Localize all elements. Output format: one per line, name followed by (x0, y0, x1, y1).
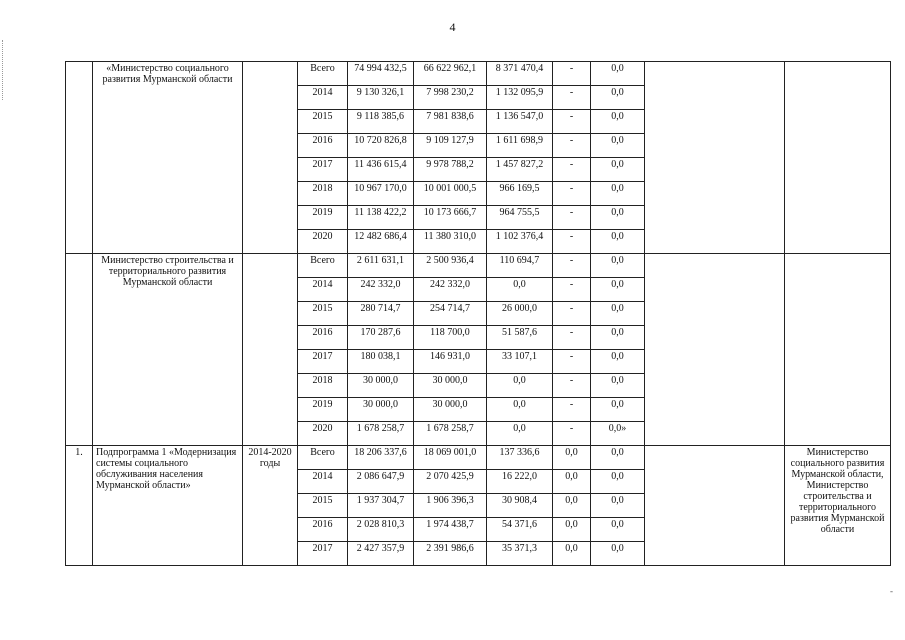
local-budget-cell: 0,0 (553, 470, 591, 494)
regional-budget-cell: 11 380 310,0 (414, 230, 487, 254)
regional-budget-cell: 118 700,0 (414, 326, 487, 350)
local-budget-cell: - (553, 182, 591, 206)
other-sources-cell: 0,0 (591, 398, 645, 422)
year-cell: 2019 (298, 206, 348, 230)
total-cell: 1 678 258,7 (348, 422, 414, 446)
scan-edge-mark (2, 40, 5, 100)
section-number: 1. (66, 446, 93, 566)
total-cell: 2 611 631,1 (348, 254, 414, 278)
table-body (66, 62, 891, 566)
section-name: Министерство строительства и территориального развития Мурманской области (93, 254, 243, 446)
year-cell: 2015 (298, 494, 348, 518)
federal-budget-cell: 966 169,5 (487, 182, 553, 206)
total-cell: 30 000,0 (348, 398, 414, 422)
section-name: «Министерство социального развития Мурманской области (93, 62, 243, 254)
federal-budget-cell: 1 136 547,0 (487, 110, 553, 134)
year-cell: 2015 (298, 110, 348, 134)
year-cell: 2018 (298, 374, 348, 398)
year-cell: 2018 (298, 182, 348, 206)
regional-budget-cell: 1 906 396,3 (414, 494, 487, 518)
year-cell: 2014 (298, 86, 348, 110)
table-row (66, 446, 891, 470)
federal-budget-cell: 110 694,7 (487, 254, 553, 278)
local-budget-cell: - (553, 62, 591, 86)
local-budget-cell: 0,0 (553, 542, 591, 566)
other-sources-cell: 0,0 (591, 326, 645, 350)
other-sources-cell: 0,0 (591, 254, 645, 278)
year-cell: 2016 (298, 326, 348, 350)
federal-budget-cell: 54 371,6 (487, 518, 553, 542)
local-budget-cell: - (553, 158, 591, 182)
local-budget-cell: 0,0 (553, 446, 591, 470)
total-cell: 242 332,0 (348, 278, 414, 302)
regional-budget-cell: 10 001 000,5 (414, 182, 487, 206)
executor-cell: Министерство социального развития Мурманской области, Министерство строительства и территориального развития Мурманской области (785, 446, 891, 566)
federal-budget-cell: 0,0 (487, 398, 553, 422)
total-cell: 2 086 647,9 (348, 470, 414, 494)
other-sources-cell: 0,0 (591, 230, 645, 254)
other-sources-cell: 0,0 (591, 110, 645, 134)
year-cell: 2017 (298, 158, 348, 182)
year-cell: 2017 (298, 542, 348, 566)
other-sources-cell: 0,0 (591, 206, 645, 230)
section-period (243, 254, 298, 446)
local-budget-cell: - (553, 86, 591, 110)
regional-budget-cell: 2 391 986,6 (414, 542, 487, 566)
regional-budget-cell: 146 931,0 (414, 350, 487, 374)
federal-budget-cell: 1 611 698,9 (487, 134, 553, 158)
federal-budget-cell: 35 371,3 (487, 542, 553, 566)
year-cell: 2019 (298, 398, 348, 422)
section-period: 2014-2020 годы (243, 446, 298, 566)
federal-budget-cell: 8 371 470,4 (487, 62, 553, 86)
regional-budget-cell: 1 678 258,7 (414, 422, 487, 446)
total-cell: 9 118 385,6 (348, 110, 414, 134)
section-number (66, 62, 93, 254)
year-cell: Всего (298, 446, 348, 470)
indicator-cell (645, 446, 785, 566)
total-cell: 1 937 304,7 (348, 494, 414, 518)
federal-budget-cell: 30 908,4 (487, 494, 553, 518)
total-cell: 18 206 337,6 (348, 446, 414, 470)
other-sources-cell: 0,0 (591, 542, 645, 566)
federal-budget-cell: 1 132 095,9 (487, 86, 553, 110)
year-cell: 2020 (298, 422, 348, 446)
local-budget-cell: 0,0 (553, 494, 591, 518)
regional-budget-cell: 10 173 666,7 (414, 206, 487, 230)
year-cell: 2016 (298, 518, 348, 542)
local-budget-cell: - (553, 350, 591, 374)
local-budget-cell: - (553, 302, 591, 326)
other-sources-cell: 0,0» (591, 422, 645, 446)
section-name: Подпрограмма 1 «Модернизация системы социального обслуживания населения Мурманской области» (93, 446, 243, 566)
regional-budget-cell: 7 981 838,6 (414, 110, 487, 134)
other-sources-cell: 0,0 (591, 278, 645, 302)
regional-budget-cell: 30 000,0 (414, 398, 487, 422)
section-period (243, 62, 298, 254)
regional-budget-cell: 1 974 438,7 (414, 518, 487, 542)
regional-budget-cell: 7 998 230,2 (414, 86, 487, 110)
other-sources-cell: 0,0 (591, 86, 645, 110)
federal-budget-cell: 0,0 (487, 374, 553, 398)
regional-budget-cell: 2 500 936,4 (414, 254, 487, 278)
executor-cell (785, 62, 891, 254)
local-budget-cell: - (553, 206, 591, 230)
federal-budget-cell: 51 587,6 (487, 326, 553, 350)
total-cell: 11 436 615,4 (348, 158, 414, 182)
federal-budget-cell: 0,0 (487, 278, 553, 302)
regional-budget-cell: 254 714,7 (414, 302, 487, 326)
total-cell: 2 427 357,9 (348, 542, 414, 566)
other-sources-cell: 0,0 (591, 302, 645, 326)
local-budget-cell: - (553, 374, 591, 398)
other-sources-cell: 0,0 (591, 62, 645, 86)
federal-budget-cell: 137 336,6 (487, 446, 553, 470)
federal-budget-cell: 964 755,5 (487, 206, 553, 230)
financing-table (65, 61, 891, 566)
total-cell: 74 994 432,5 (348, 62, 414, 86)
regional-budget-cell: 66 622 962,1 (414, 62, 487, 86)
total-cell: 180 038,1 (348, 350, 414, 374)
year-cell: Всего (298, 254, 348, 278)
regional-budget-cell: 18 069 001,0 (414, 446, 487, 470)
other-sources-cell: 0,0 (591, 374, 645, 398)
local-budget-cell: - (553, 278, 591, 302)
regional-budget-cell: 2 070 425,9 (414, 470, 487, 494)
year-cell: Всего (298, 62, 348, 86)
other-sources-cell: 0,0 (591, 158, 645, 182)
other-sources-cell: 0,0 (591, 134, 645, 158)
other-sources-cell: 0,0 (591, 446, 645, 470)
indicator-cell (645, 254, 785, 446)
scan-corner-mark: - (890, 586, 893, 596)
regional-budget-cell: 30 000,0 (414, 374, 487, 398)
regional-budget-cell: 242 332,0 (414, 278, 487, 302)
local-budget-cell: - (553, 398, 591, 422)
local-budget-cell: - (553, 422, 591, 446)
total-cell: 12 482 686,4 (348, 230, 414, 254)
total-cell: 10 720 826,8 (348, 134, 414, 158)
regional-budget-cell: 9 978 788,2 (414, 158, 487, 182)
other-sources-cell: 0,0 (591, 470, 645, 494)
other-sources-cell: 0,0 (591, 494, 645, 518)
indicator-cell (645, 62, 785, 254)
total-cell: 30 000,0 (348, 374, 414, 398)
federal-budget-cell: 1 457 827,2 (487, 158, 553, 182)
other-sources-cell: 0,0 (591, 518, 645, 542)
year-cell: 2015 (298, 302, 348, 326)
regional-budget-cell: 9 109 127,9 (414, 134, 487, 158)
local-budget-cell: - (553, 110, 591, 134)
local-budget-cell: - (553, 254, 591, 278)
total-cell: 9 130 326,1 (348, 86, 414, 110)
other-sources-cell: 0,0 (591, 182, 645, 206)
federal-budget-cell: 0,0 (487, 422, 553, 446)
federal-budget-cell: 1 102 376,4 (487, 230, 553, 254)
page-number: 4 (449, 20, 456, 34)
year-cell: 2017 (298, 350, 348, 374)
year-cell: 2020 (298, 230, 348, 254)
table-row (66, 62, 891, 86)
federal-budget-cell: 33 107,1 (487, 350, 553, 374)
total-cell: 2 028 810,3 (348, 518, 414, 542)
total-cell: 170 287,6 (348, 326, 414, 350)
federal-budget-cell: 26 000,0 (487, 302, 553, 326)
local-budget-cell: - (553, 326, 591, 350)
federal-budget-cell: 16 222,0 (487, 470, 553, 494)
section-number (66, 254, 93, 446)
total-cell: 10 967 170,0 (348, 182, 414, 206)
year-cell: 2014 (298, 278, 348, 302)
local-budget-cell: - (553, 230, 591, 254)
year-cell: 2014 (298, 470, 348, 494)
total-cell: 11 138 422,2 (348, 206, 414, 230)
other-sources-cell: 0,0 (591, 350, 645, 374)
local-budget-cell: - (553, 134, 591, 158)
total-cell: 280 714,7 (348, 302, 414, 326)
executor-cell (785, 254, 891, 446)
table-row (66, 254, 891, 278)
year-cell: 2016 (298, 134, 348, 158)
local-budget-cell: 0,0 (553, 518, 591, 542)
